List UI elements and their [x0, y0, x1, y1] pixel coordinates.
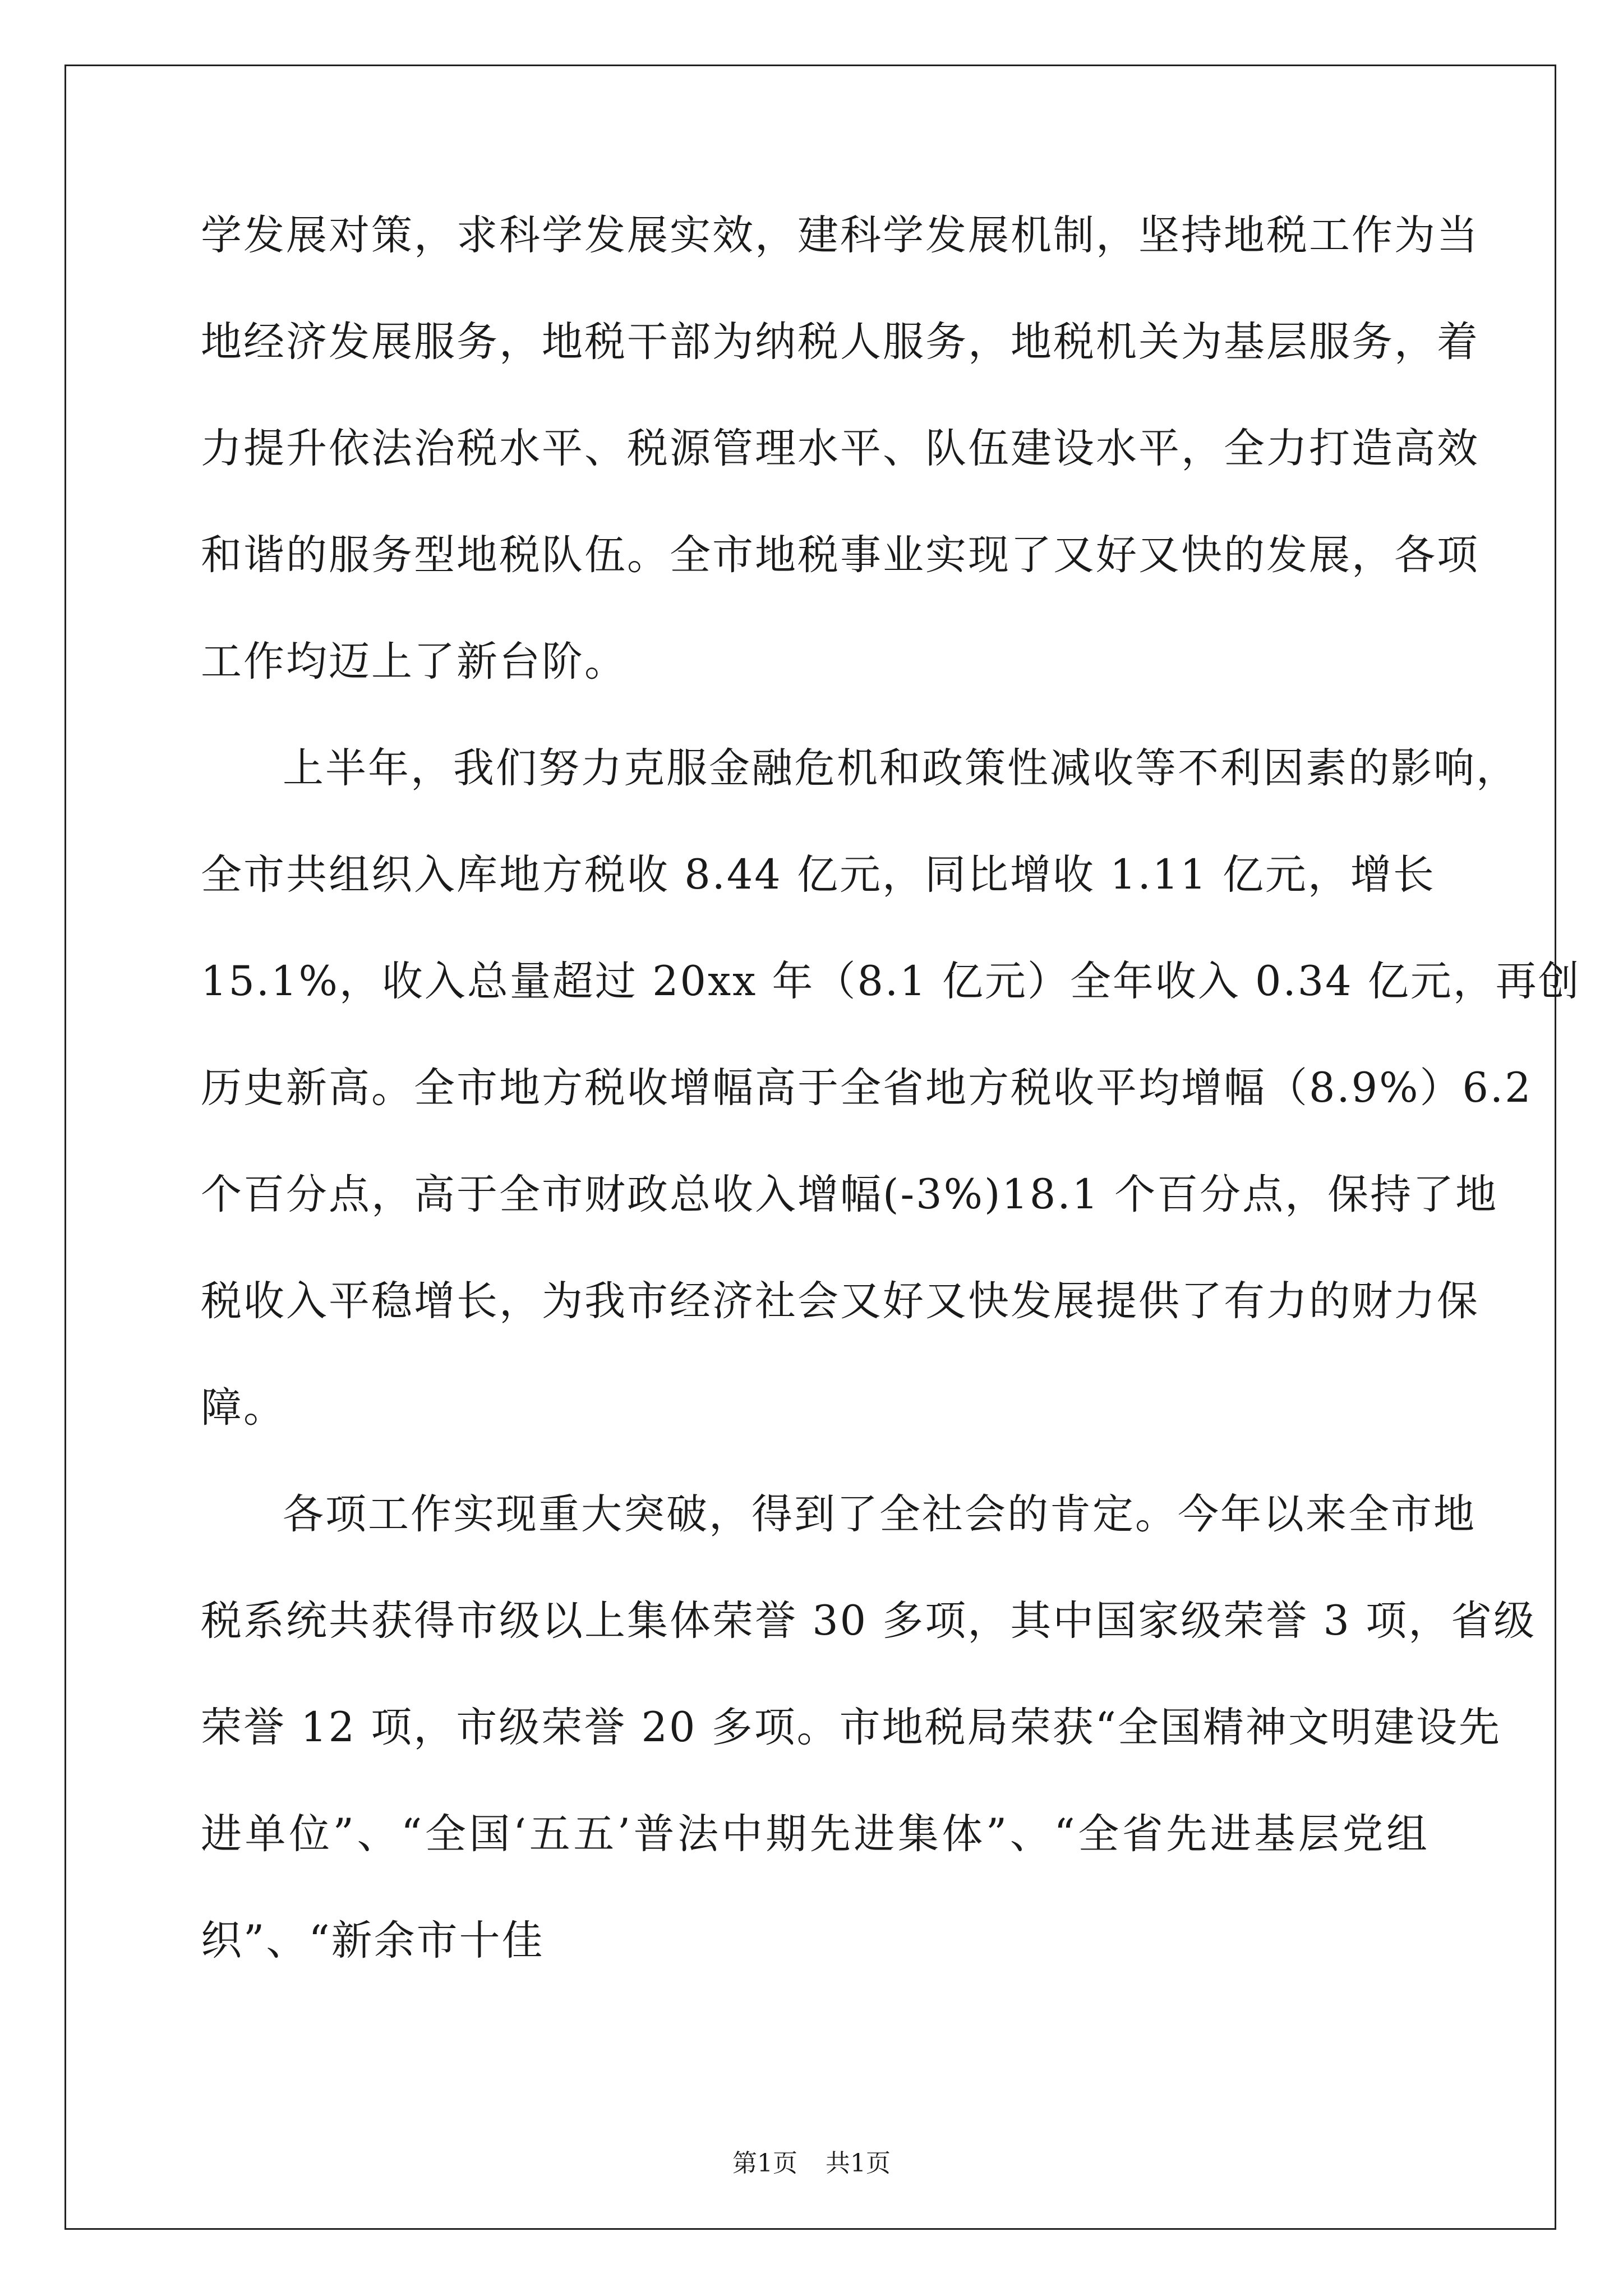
text-line: 全市共组织入库地方税收 8.44 亿元，同比增收 1.11 亿元，增长 [201, 851, 1436, 899]
page-number: 第1页 [732, 2149, 797, 2178]
text-line: 工作均迈上了新台阶。 [201, 638, 627, 685]
page-total: 共1页 [826, 2149, 891, 2178]
text-line: 力提升依法治税水平、税源管理水平、队伍建设水平，全力打造高效 [201, 425, 1479, 472]
text-line: 荣誉 12 项，市级荣誉 20 多项。市地税局荣获“全国精神文明建设先 [201, 1704, 1501, 1751]
text-line: 学发展对策，求科学发展实效，建科学发展机制，坚持地税工作为当 [201, 211, 1479, 259]
text-line: 地经济发展服务，地税干部为纳税人服务，地税机关为基层服务，着 [201, 318, 1479, 366]
text-line: 障。 [201, 1384, 286, 1432]
text-line: 15.1%，收入总量超过 20xx 年（8.1 亿元）全年收入 0.34 亿元，再创 [201, 958, 1581, 1005]
text-line: 个百分点，高于全市财政总收入增幅(-3%)18.1 个百分点，保持了地 [201, 1171, 1498, 1218]
document-body [201, 202, 1581, 2014]
text-line: 织”、“新余市十佳 [201, 1917, 545, 1964]
paragraph-first-line: 各项工作实现重大突破，得到了全社会的肯定。今年以来全市地 [283, 1490, 1476, 1538]
text-line: 进单位”、“全国‘五五’普法中期先进集体”、“全省先进基层党组 [201, 1810, 1429, 1858]
paragraph-first-line: 上半年，我们努力克服金融危机和政策性减收等不利因素的影响， [283, 744, 1519, 792]
text-line: 历史新高。全市地方税收增幅高于全省地方税收平均增幅（8.9%）6.2 [201, 1064, 1533, 1112]
text-line: 税系统共获得市级以上集体荣誉 30 多项，其中国家级荣誉 3 项，省级 [201, 1597, 1537, 1645]
page-footer [0, 2143, 1623, 2179]
text-line: 和谐的服务型地税队伍。全市地税事业实现了又好又快的发展，各项 [201, 531, 1479, 579]
text-line: 税收入平稳增长，为我市经济社会又好又快发展提供了有力的财力保 [201, 1277, 1479, 1325]
